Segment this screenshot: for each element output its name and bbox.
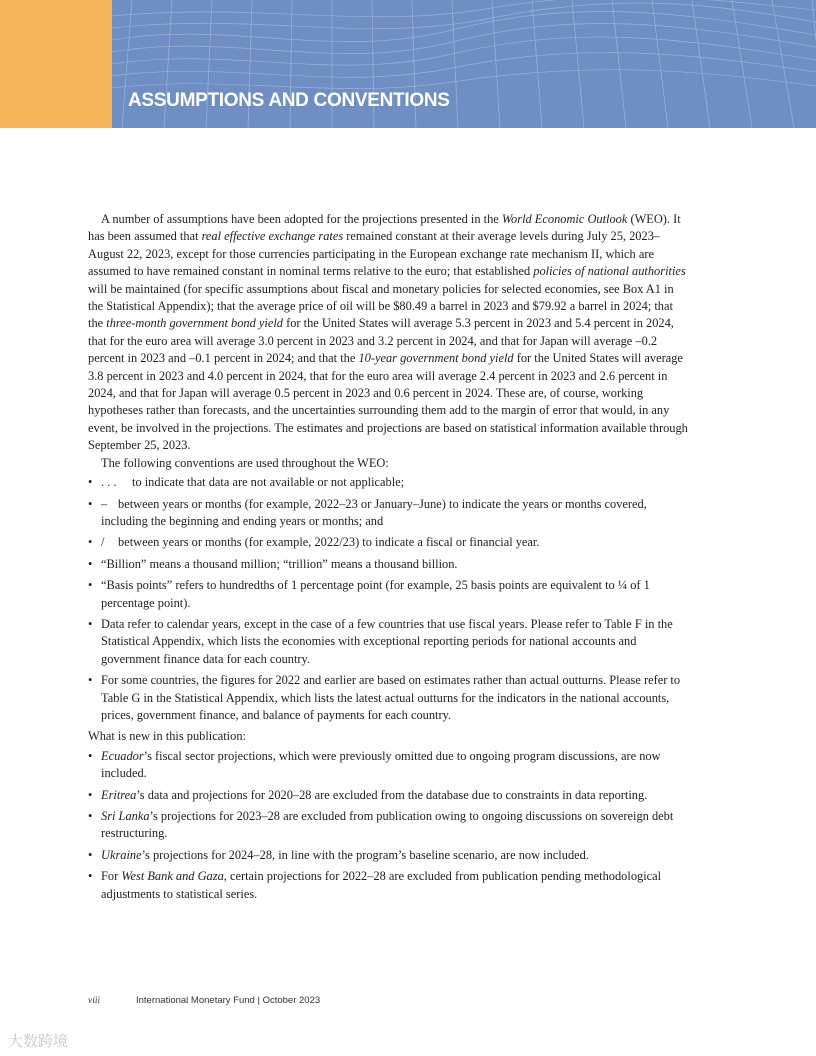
footer-separator: |: [254, 995, 263, 1006]
page-title: ASSUMPTIONS AND CONVENTIONS: [128, 90, 450, 111]
publisher-name: International Monetary Fund: [136, 995, 255, 1006]
list-item: • . . . to indicate that data are not available or not applicable;: [88, 475, 405, 490]
list-item: • Ukraine’s projections for 2024–28, in line with the program’s baseline scenario, are now included.: [88, 847, 589, 862]
whats-new-lead: What is new in this publication:: [88, 729, 246, 744]
intro-paragraph: A number of assumptions have been adopted for the projections presented in the World Economic Outlook (WEO). It has been assumed that real effective exchange rates remained constant at their average levels during July 25, 2023–August 22, 2023, except for those currencies participating in the European exchange rate mechanism II, which are assumed to have remained constant in nominal terms relative to the euro; that established policies of national authorities will be maintained (for specific assumptions about fiscal and monetary policies for selected economies, see Box A1 in the Statistical Appendix); that the average price of oil will be $80.49 a barrel in 2023 and $79.92 a barrel in 2024; that the three-month government bond yield for the United States will average 5.3 percent in 2023 and 5.4 percent in 2024, that for the euro area will average 3.0 percent in 2023 and 3.2 percent in 2024, and that for Japan will average –0.2 percent in 2023 and –0.1 percent in 2024; and that the 10-year government bond yield for the United States will average 3.8 percent in 2023 and 4.0 percent in 2024, that for the euro area will average 2.4 percent in 2023 and 2.6 percent in 2024, and that for Japan will average 0.5 percent in 2023 and 0.6 percent in 2024. These are, of course, working hypotheses rather than forecasts, and the uncertainties surrounding them add to the margin of error that would, in any event, be involved in the projections. The estimates and projections are based on statistical information available through September 25, 2023.: [88, 212, 688, 453]
watermark: 大数跨境: [8, 1032, 69, 1050]
list-item: • “Basis points” refers to hundredths of 1 percentage point (for example, 25 basis points are equivalent to ¼ of 1 percentage point).: [88, 578, 650, 610]
publication-date: October 2023: [262, 995, 321, 1006]
list-item: • “Billion” means a thousand million; “trillion” means a thousand billion.: [88, 556, 458, 571]
list-item: • Sri Lanka’s projections for 2023–28 are excluded from publication owing to ongoing discussions on sovereign debt restructuring.: [88, 809, 674, 841]
list-item: • For West Bank and Gaza, certain projections for 2022–28 are excluded from publication pending methodological adjustments to statistical series.: [88, 869, 662, 901]
list-item: • Eritrea’s data and projections for 2020–28 are excluded from the database due to constraints in data reporting.: [88, 787, 648, 802]
whats-new-list: [88, 748, 688, 903]
page-header: [0, 0, 816, 128]
header-accent-block: [0, 0, 112, 128]
page-footer: [88, 995, 320, 1006]
body-text: [88, 211, 688, 907]
list-item: • – between years or months (for example, 2022–23 or January–June) to indicate the years or months covered, including the beginning and ending years or months; and: [88, 496, 647, 528]
list-item: • / between years or months (for example, 2022/23) to indicate a fiscal or financial year.: [88, 535, 540, 550]
list-item: • Ecuador’s fiscal sector projections, which were previously omitted due to ongoing program discussions, are now included.: [88, 748, 661, 781]
conventions-lead: The following conventions are used throughout the WEO:: [101, 455, 389, 470]
conventions-list: [88, 474, 688, 724]
list-item: • For some countries, the figures for 2022 and earlier are based on estimates rather than actual outturns. Please refer to Table G in the Statistical Appendix, which lists the latest actual outturns for the indicators in the national accounts, prices, government finance, and balance of payments for each country.: [88, 673, 681, 722]
page-number: viii: [88, 996, 101, 1006]
list-item: • Data refer to calendar years, except in the case of a few countries that use fiscal years. Please refer to Table F in the Statistical Appendix, which lists the economies with exceptional reporting periods for national accounts and government finance data for each country.: [88, 616, 673, 666]
